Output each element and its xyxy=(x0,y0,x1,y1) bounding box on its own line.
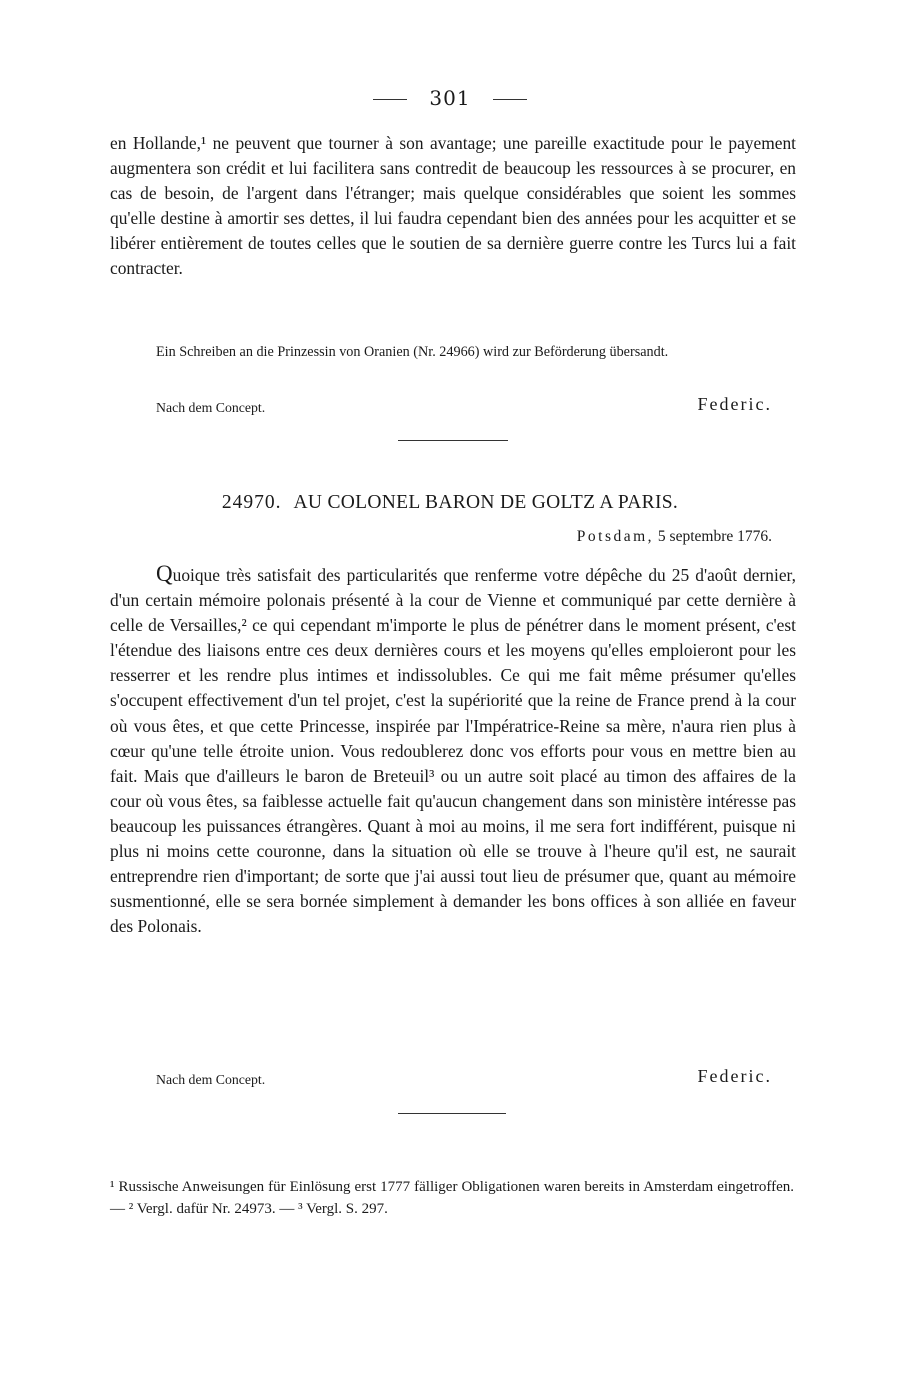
letter-place: Potsdam, xyxy=(576,528,655,545)
letter-body xyxy=(110,561,796,939)
section-divider-1 xyxy=(398,440,508,441)
section-divider-2 xyxy=(398,1113,506,1114)
letter-dateline xyxy=(577,528,772,546)
page-header xyxy=(0,86,900,110)
letter-title: AU COLONEL BARON DE GOLTZ A PARIS. xyxy=(293,492,679,513)
letter-body-text: uoique très satisfait des particularités que renferme votre dépêche du 25 d'août dernier, d'un certain mémoire polonais présenté à la cour de Vienne et communiqué par cette dernière à celle de Versailles,² ce qui cependant m'importe le plus de pénétrer dans le moment présent, c'est l'étendue des liaisons entre ces deux dernières cours et les moyens qu'elles emploieront pour les resserrer et les rendre plus intimes et indissolubles. Ce qui me fait même présumer qu'elles s'occupent effectivement d'un tel projet, c'est la supériorité que la reine de France prend à la cour où vous êtes, et que cette Princesse, inspirée par l'Impératrice-Reine sa mère, n'aura rien plus à cœur qu'une telle étroite union. Vous redoublerez donc vos efforts pour vous en mettre bien au fait. Mais que d'ailleurs le baron de Breteuil³ ou un autre soit placé au timon des affaires de la cour où vous êtes, sa faiblesse actuelle fait qu'aucun changement dans son ministère intéresse pas beaucoup les puissances étrangères. Quant à moi au moins, il me sera fort indifférent, puisque ni plus ni moins cette couronne, dans la situation où elle se trouve à l'heure qu'il est, ne saurait entreprendre rien d'important; de sorte que j'ai aussi tout lieu de présumer que, quant au mémoire susmentionné, elle se sera bornée simplement à demander les bons offices à son alliée en faveur des Polonais. xyxy=(110,565,796,937)
header-dash-left xyxy=(373,99,407,100)
source-note-1: Nach dem Concept. xyxy=(156,400,266,415)
signature-2: Federic. xyxy=(697,1066,772,1086)
letter-number: 24970. xyxy=(221,492,282,513)
letter-heading xyxy=(0,492,900,514)
page-number: 301 xyxy=(429,86,471,110)
source-note-2: Nach dem Concept. xyxy=(156,1072,266,1087)
header-dash-right xyxy=(493,99,527,100)
footnotes: ¹ Russische Anweisungen für Einlösung erst 1777 fälliger Obligationen waren bereits in Amsterdam eingetroffen. — ² Vergl. dafür Nr. 24973. — ³ Vergl. S. 297. xyxy=(110,1179,794,1217)
editorial-note: Ein Schreiben an die Prinzessin von Oranien (Nr. 24966) wird zur Beförderung übersandt. xyxy=(156,344,669,360)
letter-initial: Q xyxy=(156,561,173,586)
letter-date: 5 septembre 1776. xyxy=(657,528,772,545)
closing-line-1 xyxy=(110,394,772,420)
continuation-paragraph: en Hollande,¹ ne peuvent que tourner à son avantage; une pareille exactitude pour le payement augmentera son crédit et lui facilitera sans contredit de beaucoup les ressources à se procurer, en cas de besoin, de l'argent dans l'étranger; mais quelque considérables que soient les sommes qu'elle destine à amortir ses dettes, il lui faudra cependant bien des années pour les acquitter et se libérer entièrement de toutes celles que le soutien de sa dernière guerre contre les Turcs lui a fait contracter. xyxy=(110,133,796,279)
signature-1: Federic. xyxy=(697,394,772,414)
closing-line-2 xyxy=(110,1066,772,1092)
